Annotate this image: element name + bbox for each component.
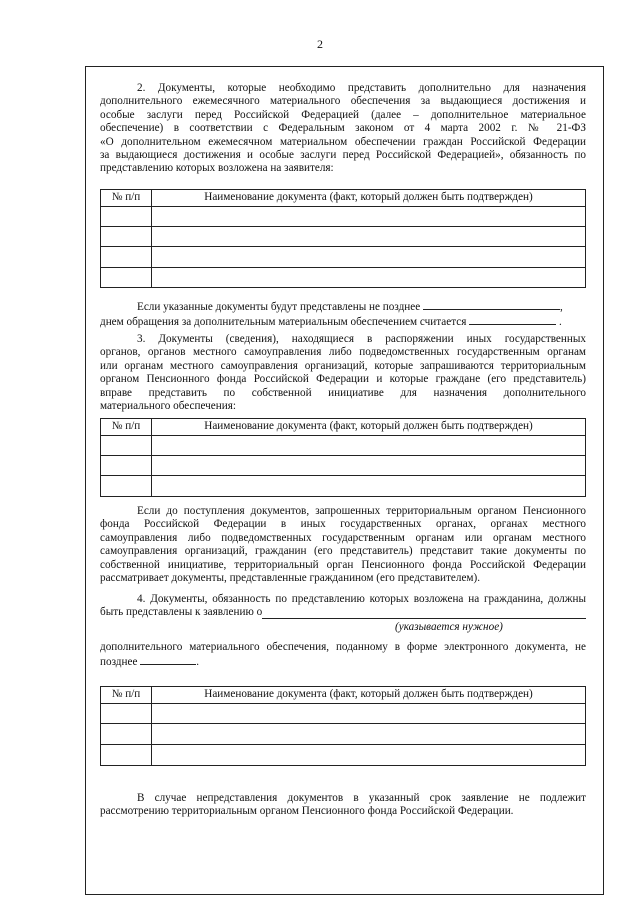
table-cell[interactable] bbox=[152, 227, 586, 247]
section-4-continued bbox=[100, 641, 586, 670]
text-line: рассмотрению территориальным органом Пенсионного фонда Российской Федерации. bbox=[100, 805, 514, 818]
text-line: быть представлены к заявлению о bbox=[100, 606, 263, 619]
col-name-header: Наименование документа (факт, который должен быть подтвержден) bbox=[152, 687, 586, 704]
text-line: дополнительного материального обеспечения, поданному в форме электронного документа, не bbox=[100, 641, 586, 653]
col-num-header: № п/п bbox=[101, 687, 152, 704]
period: . bbox=[558, 316, 562, 329]
text-line: особые заслуги перед Российской Федерацией (далее – дополнительное материальное bbox=[100, 108, 586, 121]
table-cell[interactable] bbox=[152, 268, 586, 288]
section-2-text bbox=[100, 82, 586, 176]
text-line: 4. Документы, обязанность по представлению которых возложена на гражданина, должны bbox=[137, 593, 586, 605]
table-cell[interactable] bbox=[152, 476, 586, 497]
text-line: «О дополнительном ежемесячном материальном обеспечении граждан Российской Федерации bbox=[100, 135, 586, 148]
table-cell[interactable] bbox=[101, 724, 152, 745]
documents-table-1 bbox=[100, 189, 586, 288]
table-cell[interactable] bbox=[101, 207, 152, 227]
text-line: В случае непредставления документов в указанный срок заявление не подлежит bbox=[137, 792, 586, 804]
voluntary-submission-text bbox=[100, 505, 586, 585]
text-line: самоуправления либо подведомственных государственным органам или органам местного bbox=[100, 531, 586, 544]
table-cell[interactable] bbox=[101, 247, 152, 268]
text-line: днем обращения за дополнительным материальным обеспечением считается bbox=[100, 316, 467, 329]
text-line: самоуправления организаций, гражданин (его представитель) представит такие документы по bbox=[100, 545, 586, 558]
col-num-header: № п/п bbox=[101, 190, 152, 207]
deadline-text bbox=[100, 299, 586, 330]
table-cell[interactable] bbox=[101, 227, 152, 247]
table-cell[interactable] bbox=[152, 724, 586, 745]
documents-table-3 bbox=[100, 686, 586, 766]
documents-table-2 bbox=[100, 418, 586, 497]
text-line: органом Пенсионного фонда Российской Федерации и которые граждане (его представитель) bbox=[100, 373, 586, 386]
col-name-header: Наименование документа (факт, который должен быть подтвержден) bbox=[152, 190, 586, 207]
text-line: собственной инициативе, территориальный орган Пенсионного фонда Российской Федерации bbox=[100, 558, 586, 571]
table-cell[interactable] bbox=[152, 745, 586, 766]
text-line: 3. Документы (сведения), находящиеся в распоряжении иных государственных bbox=[137, 333, 586, 345]
table-cell[interactable] bbox=[152, 436, 586, 456]
text-line: 2. Документы, которые необходимо представить дополнительно для назначения bbox=[137, 82, 586, 94]
text-line: представлению которых возложена на заявителя: bbox=[100, 162, 334, 175]
table-cell[interactable] bbox=[101, 268, 152, 288]
text-line: дополнительного ежемесячного материального обеспечения за выдающиеся достижения и bbox=[100, 95, 586, 108]
page-number: 2 bbox=[317, 37, 323, 51]
text-line: органов, органов местного самоуправления либо подведомственных государственным органам bbox=[100, 346, 586, 359]
table-cell[interactable] bbox=[101, 456, 152, 476]
text-line: вправе представить по собственной инициативе для назначения дополнительного bbox=[100, 386, 586, 399]
table-cell[interactable] bbox=[101, 436, 152, 456]
col-num-header: № п/п bbox=[101, 419, 152, 436]
table-cell[interactable] bbox=[152, 247, 586, 268]
deadline-blank[interactable] bbox=[423, 299, 560, 310]
table-cell[interactable] bbox=[101, 745, 152, 766]
date-blank[interactable] bbox=[469, 314, 556, 325]
period: . bbox=[196, 656, 200, 669]
table-cell[interactable] bbox=[152, 207, 586, 227]
text-line: обеспечение) в соответствии с Федеральным законом от 4 марта 2002 г. № 21-ФЗ bbox=[100, 122, 586, 135]
section-3-text bbox=[100, 333, 586, 413]
comma: , bbox=[559, 301, 563, 313]
text-line: позднее bbox=[100, 656, 138, 669]
closing-text bbox=[100, 792, 586, 819]
section-4-text bbox=[100, 593, 586, 620]
text-line: фонда Российской Федерации в иных государственных органах, органах местного bbox=[100, 518, 586, 531]
table-cell[interactable] bbox=[152, 456, 586, 476]
deadline-date-blank[interactable] bbox=[140, 654, 196, 665]
text-line: за выдающиеся достижения и особые заслуги перед Российской Федерацией», обязанность по bbox=[100, 149, 586, 162]
text-line: материального обеспечения: bbox=[100, 400, 236, 413]
text-line: или органам местного самоуправления организаций, которые запрашиваются территориальным bbox=[100, 359, 586, 372]
table-cell[interactable] bbox=[101, 476, 152, 497]
table-cell[interactable] bbox=[101, 704, 152, 724]
table-cell[interactable] bbox=[152, 704, 586, 724]
text-line: Если до поступления документов, запрошенных территориальным органом Пенсионного bbox=[137, 505, 586, 517]
text-line: рассматривает документы, представленные гражданином (его представителем). bbox=[100, 572, 481, 585]
hint-text: (указывается нужное) bbox=[395, 621, 503, 633]
text-line: Если указанные документы будут представлены не позднее bbox=[137, 301, 421, 313]
col-name-header: Наименование документа (факт, который должен быть подтвержден) bbox=[152, 419, 586, 436]
application-type-blank[interactable] bbox=[262, 618, 586, 619]
